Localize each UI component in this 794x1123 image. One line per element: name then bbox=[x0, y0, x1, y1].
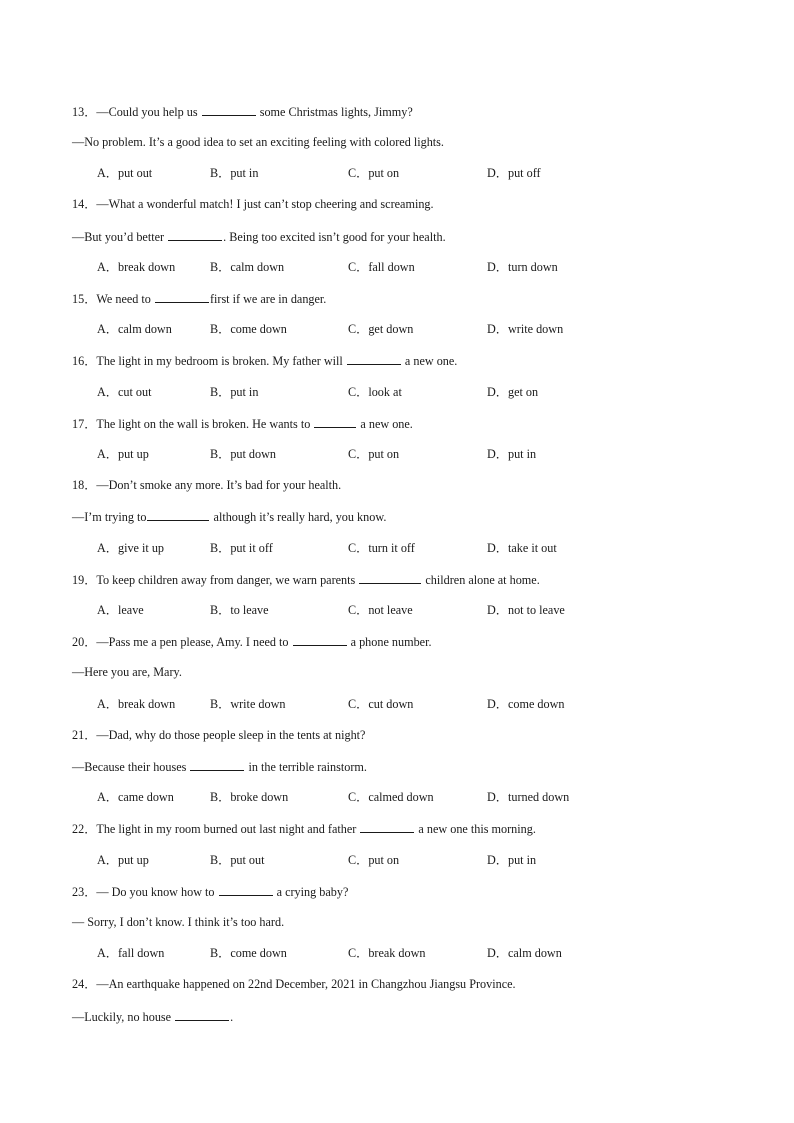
question-text: We need to bbox=[96, 292, 154, 306]
answer-blank[interactable] bbox=[155, 290, 209, 303]
option-c[interactable]: C．put on bbox=[348, 853, 400, 867]
question-text: —Pass me a pen please, Amy. I need to bbox=[96, 635, 292, 649]
option-a[interactable]: A．break down bbox=[97, 260, 176, 274]
question-text: The light on the wall is broken. He wants to bbox=[96, 417, 314, 431]
answer-blank[interactable] bbox=[147, 508, 209, 521]
question-23-line-2 bbox=[72, 914, 284, 930]
answer-blank[interactable] bbox=[168, 228, 222, 241]
option-a[interactable]: A．put out bbox=[97, 166, 153, 180]
option-d[interactable]: D．put in bbox=[487, 853, 537, 867]
option-b[interactable]: B．put down bbox=[210, 447, 277, 461]
question-13-line-1 bbox=[72, 103, 413, 120]
option-c[interactable]: C．cut down bbox=[348, 697, 414, 711]
question-text: a new one. bbox=[401, 354, 458, 368]
question-text: —Because their houses bbox=[72, 760, 190, 774]
option-d[interactable]: D．put off bbox=[487, 166, 541, 180]
answer-blank[interactable] bbox=[359, 571, 421, 584]
option-c[interactable]: C．turn it off bbox=[348, 541, 415, 555]
question-17-line-1 bbox=[72, 415, 413, 432]
question-number: 22． bbox=[72, 822, 97, 836]
option-d[interactable]: D．turn down bbox=[487, 260, 558, 274]
option-a[interactable]: A．put up bbox=[97, 447, 149, 461]
question-text: —No problem. It’s a good idea to set an exciting feeling with colored lights. bbox=[72, 135, 444, 149]
option-a[interactable]: A．fall down bbox=[97, 946, 165, 960]
question-text: children alone at home. bbox=[422, 573, 540, 587]
question-14-line-2 bbox=[72, 228, 446, 245]
option-b[interactable]: B．come down bbox=[210, 322, 287, 336]
question-16-line-1 bbox=[72, 352, 457, 369]
option-d[interactable]: D．not to leave bbox=[487, 603, 565, 617]
option-c[interactable]: C．look at bbox=[348, 385, 402, 399]
option-d[interactable]: D．come down bbox=[487, 697, 565, 711]
option-b[interactable]: B．broke down bbox=[210, 790, 289, 804]
question-number: 17． bbox=[72, 417, 97, 431]
question-text: —Don’t smoke any more. It’s bad for your health. bbox=[96, 478, 342, 492]
question-number: 15． bbox=[72, 292, 97, 306]
question-text: —Luckily, no house bbox=[72, 1010, 175, 1024]
question-number: 18． bbox=[72, 478, 97, 492]
question-24-line-2 bbox=[72, 1008, 233, 1025]
question-21-line-1 bbox=[72, 727, 365, 743]
question-text: . bbox=[230, 1010, 234, 1024]
question-23-line-1 bbox=[72, 883, 348, 900]
question-text: To keep children away from danger, we warn parents bbox=[96, 573, 359, 587]
answer-blank[interactable] bbox=[347, 352, 401, 365]
question-20-line-2 bbox=[72, 664, 182, 680]
option-d[interactable]: D．get on bbox=[487, 385, 539, 399]
option-d[interactable]: D．turned down bbox=[487, 790, 570, 804]
option-a[interactable]: A．put up bbox=[97, 853, 149, 867]
question-text: —Could you help us bbox=[96, 105, 201, 119]
option-a[interactable]: A．cut out bbox=[97, 385, 152, 399]
question-24-line-1 bbox=[72, 976, 516, 992]
question-text: —Here you are, Mary. bbox=[72, 665, 182, 679]
answer-blank[interactable] bbox=[219, 883, 273, 896]
question-number: 19． bbox=[72, 573, 97, 587]
option-b[interactable]: B．come down bbox=[210, 946, 287, 960]
question-number: 23． bbox=[72, 885, 97, 899]
answer-blank[interactable] bbox=[202, 103, 256, 116]
question-13-line-2 bbox=[72, 134, 444, 150]
question-text: a new one. bbox=[357, 417, 413, 431]
question-text: a new one this morning. bbox=[415, 822, 536, 836]
question-number: 13． bbox=[72, 105, 97, 119]
question-text: a crying baby? bbox=[273, 885, 349, 899]
question-text: — Do you know how to bbox=[96, 885, 218, 899]
question-text: although it’s really hard, you know. bbox=[210, 510, 387, 524]
option-d[interactable]: D．calm down bbox=[487, 946, 562, 960]
option-c[interactable]: C．fall down bbox=[348, 260, 415, 274]
question-number: 16． bbox=[72, 354, 97, 368]
question-21-line-2 bbox=[72, 758, 367, 775]
question-18-line-2 bbox=[72, 508, 386, 525]
option-a[interactable]: A．calm down bbox=[97, 322, 172, 336]
question-20-line-1 bbox=[72, 633, 432, 650]
question-text: — Sorry, I don’t know. I think it’s too hard. bbox=[72, 915, 285, 929]
question-text: —But you’d better bbox=[72, 230, 168, 244]
option-d[interactable]: D．write down bbox=[487, 322, 564, 336]
option-d[interactable]: D．put in bbox=[487, 447, 537, 461]
question-text: —What a wonderful match! I just can’t stop cheering and screaming. bbox=[96, 197, 434, 211]
option-a[interactable]: A．give it up bbox=[97, 541, 165, 555]
question-19-line-1 bbox=[72, 571, 540, 588]
option-c[interactable]: C．break down bbox=[348, 946, 426, 960]
answer-blank[interactable] bbox=[360, 820, 414, 833]
question-text: some Christmas lights, Jimmy? bbox=[256, 105, 413, 119]
answer-blank[interactable] bbox=[293, 633, 347, 646]
question-number: 14． bbox=[72, 197, 97, 211]
question-number: 20． bbox=[72, 635, 97, 649]
question-text: The light in my bedroom is broken. My father will bbox=[96, 354, 346, 368]
question-text: —I’m trying to bbox=[72, 510, 147, 524]
option-b[interactable]: B．put out bbox=[210, 853, 265, 867]
option-a[interactable]: A．leave bbox=[97, 603, 144, 617]
question-15-line-1 bbox=[72, 290, 326, 307]
option-c[interactable]: C．get down bbox=[348, 322, 414, 336]
option-b[interactable]: B．put in bbox=[210, 385, 259, 399]
option-c[interactable]: C．put on bbox=[348, 447, 400, 461]
question-text: —Dad, why do those people sleep in the tents at night? bbox=[96, 728, 366, 742]
answer-blank[interactable] bbox=[314, 415, 356, 428]
question-text: first if we are in danger. bbox=[209, 292, 327, 306]
option-a[interactable]: A．break down bbox=[97, 697, 176, 711]
question-14-line-1 bbox=[72, 196, 434, 212]
option-b[interactable]: B．put it off bbox=[210, 541, 273, 555]
answer-blank[interactable] bbox=[190, 758, 244, 771]
option-b[interactable]: B．calm down bbox=[210, 260, 285, 274]
question-text: a phone number. bbox=[347, 635, 432, 649]
answer-blank[interactable] bbox=[175, 1008, 229, 1021]
option-c[interactable]: C．put on bbox=[348, 166, 400, 180]
question-text: The light in my room burned out last night and father bbox=[96, 822, 360, 836]
question-number: 21． bbox=[72, 728, 97, 742]
question-18-line-1 bbox=[72, 477, 341, 493]
option-b[interactable]: B．write down bbox=[210, 697, 286, 711]
option-c[interactable]: C．not leave bbox=[348, 603, 413, 617]
option-a[interactable]: A．came down bbox=[97, 790, 174, 804]
question-22-line-1 bbox=[72, 820, 536, 837]
question-text: in the terrible rainstorm. bbox=[245, 760, 367, 774]
option-c[interactable]: C．calmed down bbox=[348, 790, 434, 804]
question-number: 24． bbox=[72, 977, 97, 991]
option-b[interactable]: B．to leave bbox=[210, 603, 269, 617]
option-b[interactable]: B．put in bbox=[210, 166, 259, 180]
question-text: —An earthquake happened on 22nd December, 2021 in Changzhou Jiangsu Province. bbox=[96, 977, 516, 991]
option-d[interactable]: D．take it out bbox=[487, 541, 557, 555]
question-text: . Being too excited isn’t good for your health. bbox=[223, 230, 446, 244]
